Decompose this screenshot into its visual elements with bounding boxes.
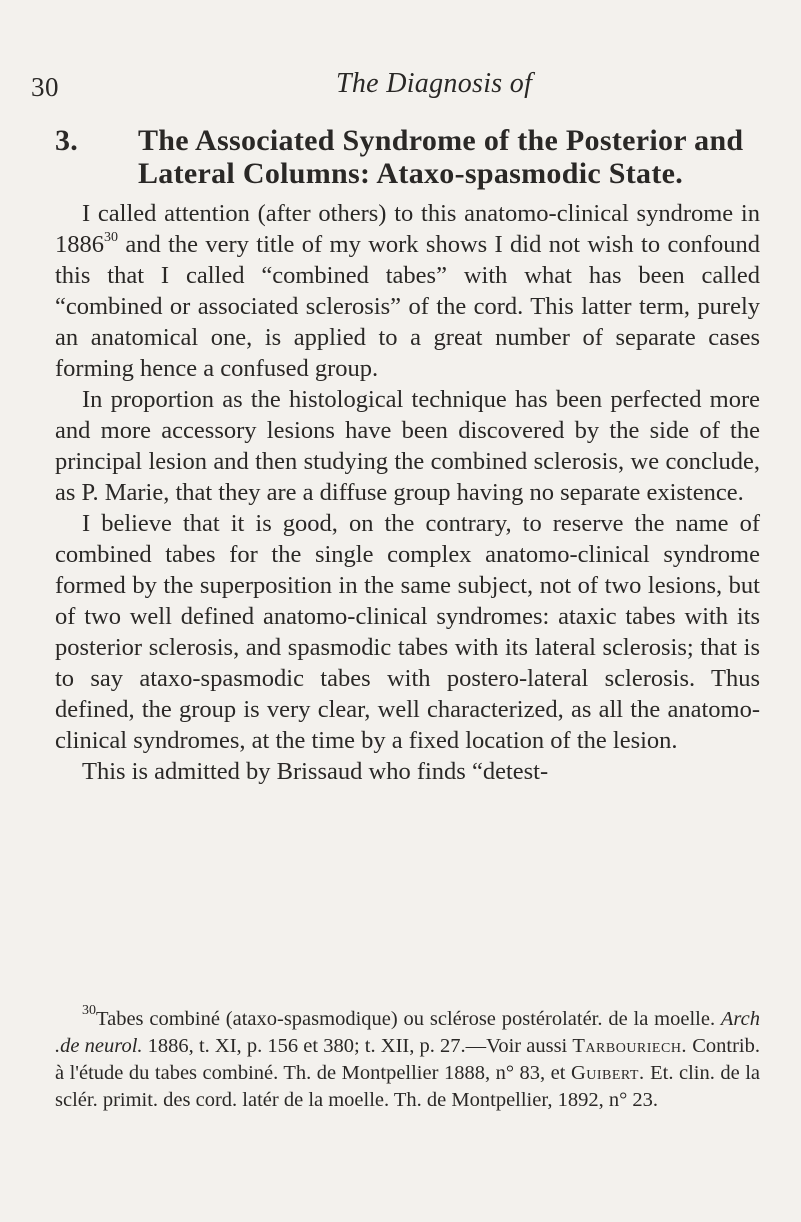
running-head: The Diagnosis of [336, 68, 533, 99]
section-heading [55, 124, 760, 190]
section-number: 3. [55, 124, 79, 157]
footnote-text-1: Tabes combiné (ataxo-spasmodique) ou sclérose postérolatér. de la moelle. [96, 1008, 721, 1030]
footnote-body [55, 1003, 760, 1114]
footnote-marker: 30 [82, 1003, 96, 1018]
footnote-reference: 30 [104, 230, 118, 245]
footnote-text-2: 1886, t. XI, p. 156 et 380; t. XII, p. 27.—Voir aussi [142, 1035, 573, 1057]
page-number: 30 [31, 72, 59, 102]
section-title: The Associated Syndrome of the Posterior and Lateral Columns: Ataxo-spasmodic State. [138, 124, 744, 190]
paragraph-1-text-b: and the very title of my work shows I did not wish to confound this that I called “combined tabes” with what has been called “combined or associated sclerosis” of the cord. This latter term, purely an anatomical one, is applied to a great number of separate cases forming hence a confused group. [55, 231, 760, 382]
footnote-author-1: Tarbouriech. [572, 1035, 688, 1057]
footnote-author-2: Guibert. [570, 1062, 645, 1084]
footnote-journal: Arch .de neurol. [55, 1008, 760, 1057]
paragraph-1 [55, 198, 760, 384]
section-3 [55, 124, 760, 787]
footnote-text-4: Et. clin. de la sclér. primit. des cord. latér de la moelle. Th. de Montpellier, 1892, n° 23. [55, 1062, 760, 1111]
paragraph-1-text-a: I called attention (after others) to this anatomo-clinical syndrome in 1886 [55, 200, 760, 258]
paragraph-2: In proportion as the histological technique has been perfected more and more accessory lesions have been discovered by the side of the principal lesion and then studying the combined sclerosis, we conclude, as P. Marie, that they are a diffuse group having no separate existence. [55, 386, 760, 506]
paragraph-4: This is admitted by Brissaud who finds “detest- [82, 758, 549, 785]
paragraph-3: I believe that it is good, on the contrary, to reserve the name of combined tabes for the single complex anatomo-clinical syndrome formed by the superposition in the same subject, not of two lesions, but of two well defined anatomo-clinical syndromes: ataxic tabes with its posterior sclerosis, and spasmodic tabes with its lateral sclerosis; that is to say ataxo-spasmodic tabes with postero-lateral sclerosis. Thus defined, the group is very clear, well characterized, as all the anatomo-clinical syndromes, at the time by a fixed location of the lesion. [55, 510, 760, 754]
footnote [55, 1003, 760, 1114]
footnote-text-3: Contrib. à l'étude du tabes combiné. Th. de Montpellier 1888, n° 83, et [55, 1035, 760, 1084]
